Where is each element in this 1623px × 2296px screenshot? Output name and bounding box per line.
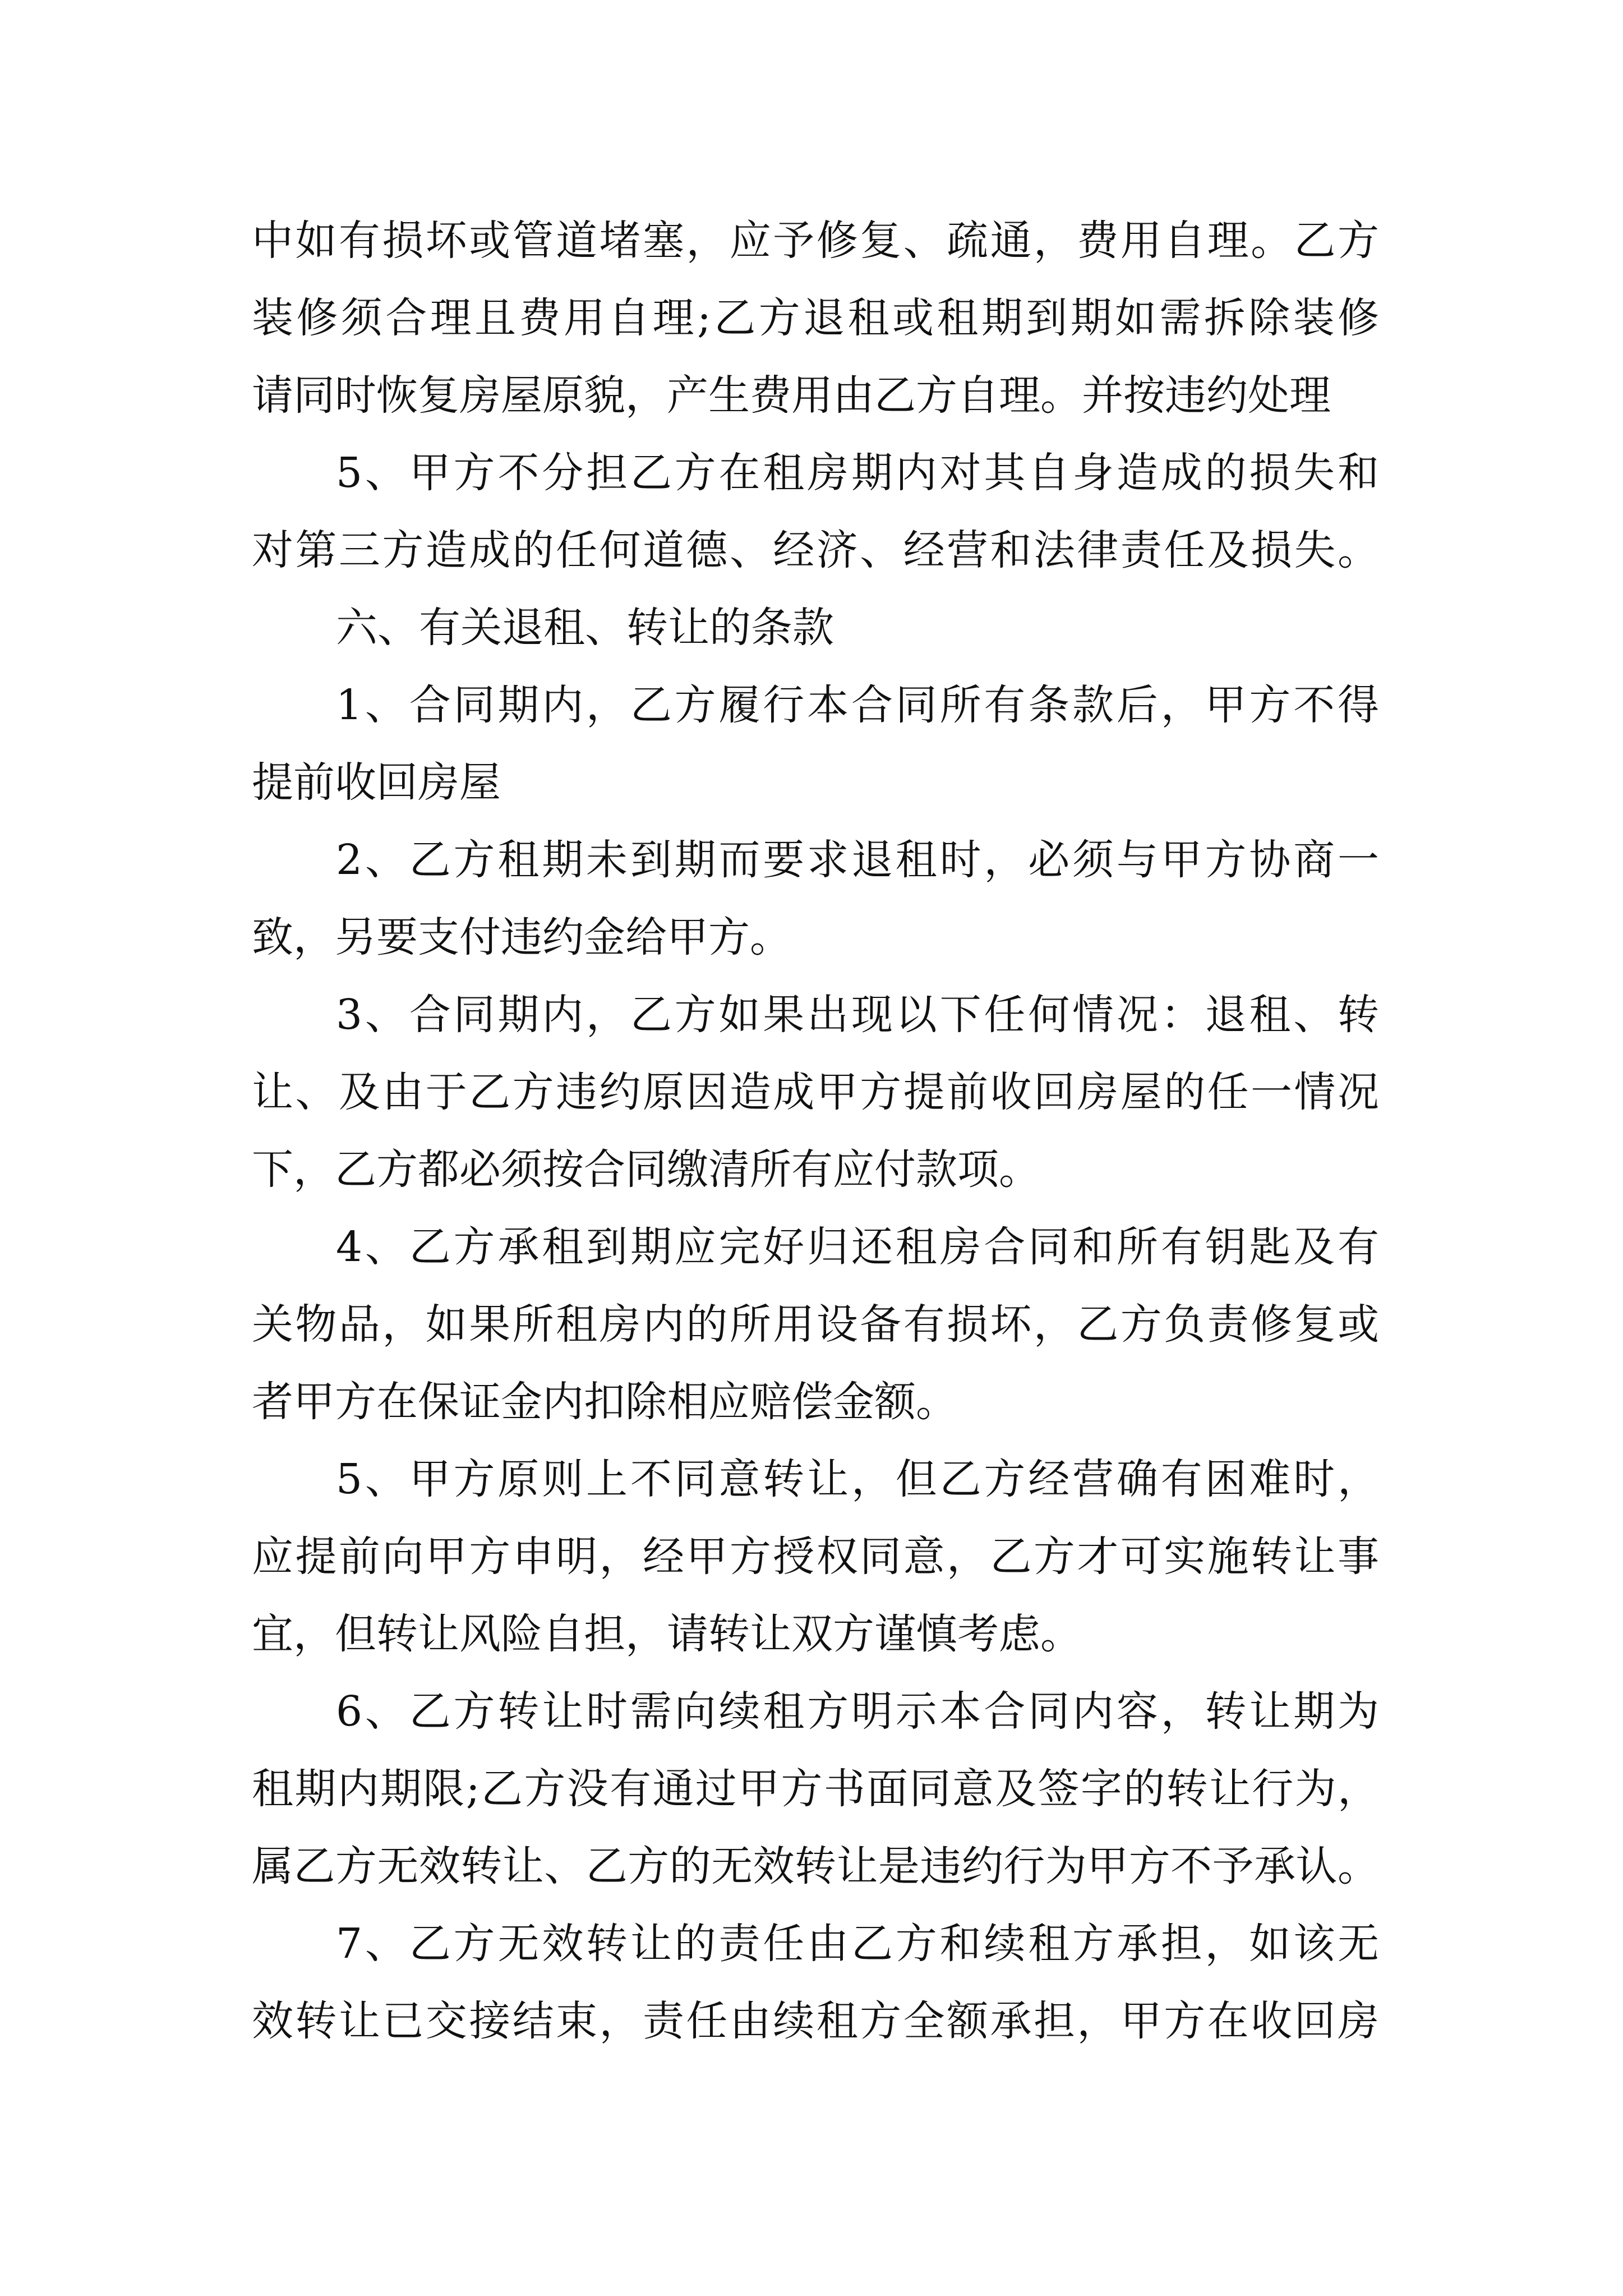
text-line: 中如有损坏或管道堵塞，应予修复、疏通，费用自理。乙方 xyxy=(252,217,1379,265)
text-line: 3、合同期内，乙方如果出现以下任何情况：退租、转 xyxy=(336,991,1379,1039)
text-line: 属乙方无效转让、乙方的无效转让是违约行为甲方不予承认。 xyxy=(252,1842,1379,1890)
text-line: 5、甲方不分担乙方在租房期内对其自身造成的损失和 xyxy=(336,449,1379,497)
text-line: 6、乙方转让时需向续租方明示本合同内容，转让期为 xyxy=(336,1687,1379,1736)
text-line: 2、乙方租期未到期而要求退租时，必须与甲方协商一 xyxy=(336,836,1379,884)
text-line: 提前收回房屋 xyxy=(252,758,501,807)
document-body xyxy=(252,202,1379,2060)
text-line: 5、甲方原则上不同意转让，但乙方经营确有困难时， xyxy=(336,1455,1379,1503)
text-line: 4、乙方承租到期应完好归还租房合同和所有钥匙及有 xyxy=(336,1223,1379,1271)
text-line: 租期内期限;乙方没有通过甲方书面同意及签字的转让行为， xyxy=(252,1765,1379,1813)
section-heading: 六、有关退租、转让的条款 xyxy=(336,604,834,652)
text-line: 应提前向甲方申明，经甲方授权同意，乙方才可实施转让事 xyxy=(252,1533,1379,1581)
text-line: 效转让已交接结束，责任由续租方全额承担，甲方在收回房 xyxy=(252,1997,1379,2045)
text-line: 者甲方在保证金内扣除相应赔偿金额。 xyxy=(252,1378,957,1426)
text-line: 让、及由于乙方违约原因造成甲方提前收回房屋的任一情况 xyxy=(252,1068,1379,1116)
text-line: 致，另要支付违约金给甲方。 xyxy=(252,913,791,961)
text-line: 下，乙方都必须按合同缴清所有应付款项。 xyxy=(252,1145,1040,1194)
text-line: 1、合同期内，乙方履行本合同所有条款后，甲方不得 xyxy=(336,681,1379,729)
text-line: 关物品，如果所租房内的所用设备有损坏，乙方负责修复或 xyxy=(252,1300,1379,1349)
text-line: 7、乙方无效转让的责任由乙方和续租方承担，如该无 xyxy=(336,1920,1379,1968)
text-line: 对第三方造成的任何道德、经济、经营和法律责任及损失。 xyxy=(252,526,1379,574)
text-line: 装修须合理且费用自理;乙方退租或租期到期如需拆除装修 xyxy=(252,294,1379,342)
text-line: 请同时恢复房屋原貌，产生费用由乙方自理。并按违约处理 xyxy=(252,371,1331,420)
text-line: 宜，但转让风险自担，请转让双方谨慎考虑。 xyxy=(252,1610,1082,1658)
